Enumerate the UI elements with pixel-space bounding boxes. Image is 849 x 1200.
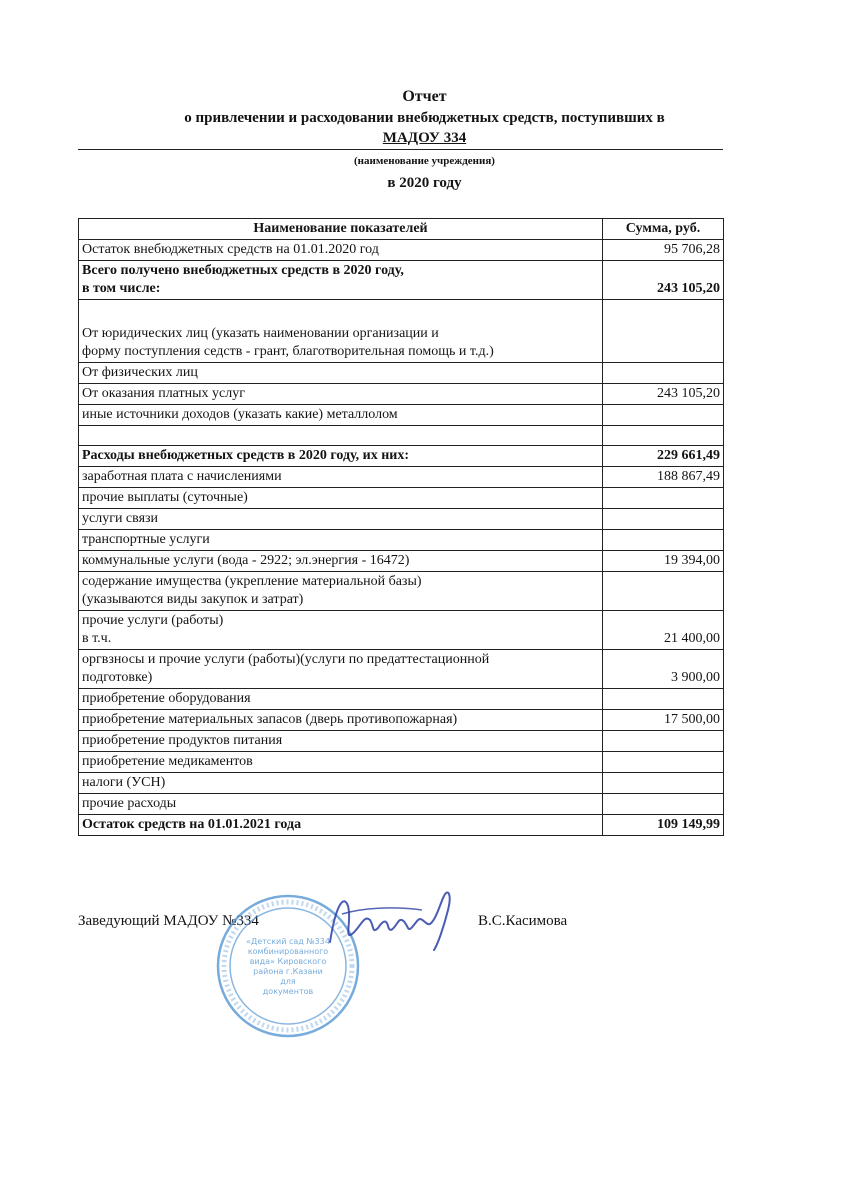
row-value [603,363,724,384]
row-value [603,530,724,551]
row-label-line1: Всего получено внебюджетных средств в 2020 году, [82,263,404,278]
row-label-line1: прочие услуги (работы) [82,613,224,628]
svg-text:«Детский сад №334: «Детский сад №334 [246,937,330,946]
row-value [603,509,724,530]
row-label: Остаток внебюджетных средств на 01.01.2020 год [79,240,603,261]
table-row [79,794,724,815]
row-label: Остаток средств на 01.01.2021 года [79,815,603,836]
table-row [79,488,724,509]
row-value: 3 900,00 [603,650,724,689]
row-label: услуги связи [79,509,603,530]
row-value [603,773,724,794]
row-label: От физических лиц [79,363,603,384]
column-header-name: Наименование показателей [79,219,603,240]
table-row [79,446,724,467]
row-label: приобретение оборудования [79,689,603,710]
row-value [603,752,724,773]
row-label [79,611,603,650]
institution-caption: (наименование учреждения) [354,155,495,167]
row-value: 19 394,00 [603,551,724,572]
row-label: транспортные услуги [79,530,603,551]
row-value [603,731,724,752]
table-header-row [79,219,724,240]
report-title: Отчет [402,88,447,105]
column-header-sum: Сумма, руб. [603,219,724,240]
row-value: 229 661,49 [603,446,724,467]
svg-text:для: для [280,977,296,986]
row-label: налоги (УСН) [79,773,603,794]
row-label-line1: содержание имущества (укрепление материальной базы) [82,574,422,589]
row-label: От оказания платных услуг [79,384,603,405]
row-value [603,572,724,611]
signatory-position: Заведующий МАДОУ №334 [78,913,259,929]
row-label: коммунальные услуги (вода - 2922; эл.энергия - 16472) [79,551,603,572]
row-label: Расходы внебюджетных средств в 2020 году, их них: [79,446,603,467]
table-row [79,773,724,794]
row-label [79,261,603,300]
row-label: прочие выплаты (суточные) [79,488,603,509]
table-row [79,405,724,426]
report-subtitle: о привлечении и расходовании внебюджетных средств, поступивших в [184,110,665,126]
row-label-line1: От юридических лиц (указать наименовании организации и [82,326,439,341]
row-label-line2: в том числе: [82,281,161,296]
table-row [79,611,724,650]
row-label-line2: подготовке) [82,670,153,685]
table-row [79,300,724,363]
report-table [78,218,724,836]
row-label: прочие расходы [79,794,603,815]
table-row [79,509,724,530]
row-label: иные источники доходов (указать какие) металлолом [79,405,603,426]
row-label-line1: оргвзносы и прочие услуги (работы)(услуги по предаттестационной [82,652,490,667]
row-label [79,300,603,363]
row-label [79,572,603,611]
row-value [603,689,724,710]
table-row [79,650,724,689]
table-row [79,572,724,611]
table-row [79,731,724,752]
report-period: в 2020 году [387,175,462,191]
svg-text:документов: документов [262,987,314,996]
row-value [603,426,724,446]
table-row [79,384,724,405]
row-label [79,650,603,689]
table-row [79,710,724,731]
row-value [603,300,724,363]
table-row [79,363,724,384]
table-row [79,240,724,261]
row-value: 243 105,20 [603,384,724,405]
row-label-line2: (указываются виды закупок и затрат) [82,592,304,607]
institution-name: МАДОУ 334 [382,130,467,146]
row-label: приобретение медикаментов [79,752,603,773]
handwritten-signature [322,884,472,954]
table-row [79,551,724,572]
row-label: приобретение материальных запасов (дверь противопожарная) [79,710,603,731]
row-label-line2: форму поступления седств - грант, благотворительная помощь и т.д.) [82,344,494,359]
row-value: 109 149,99 [603,815,724,836]
row-value [603,405,724,426]
row-value: 95 706,28 [603,240,724,261]
table-row [79,530,724,551]
row-value [603,488,724,509]
row-label: приобретение продуктов питания [79,731,603,752]
svg-text:вида» Кировского: вида» Кировского [249,957,327,966]
row-value: 21 400,00 [603,611,724,650]
table-row-total [79,815,724,836]
table-row [79,467,724,488]
row-label: заработная плата с начислениями [79,467,603,488]
row-value: 188 867,49 [603,467,724,488]
table-row-empty [79,426,724,446]
table-row [79,752,724,773]
svg-text:комбинированного: комбинированного [247,947,329,956]
row-label [79,426,603,446]
institution-underline [78,149,723,150]
row-label-line2: в т.ч. [82,631,112,646]
row-value: 243 105,20 [603,261,724,300]
svg-text:района г.Казани: района г.Казани [253,967,323,976]
signatory-name: В.С.Касимова [478,913,568,929]
row-value: 17 500,00 [603,710,724,731]
table-row [79,261,724,300]
table-row [79,689,724,710]
row-value [603,794,724,815]
